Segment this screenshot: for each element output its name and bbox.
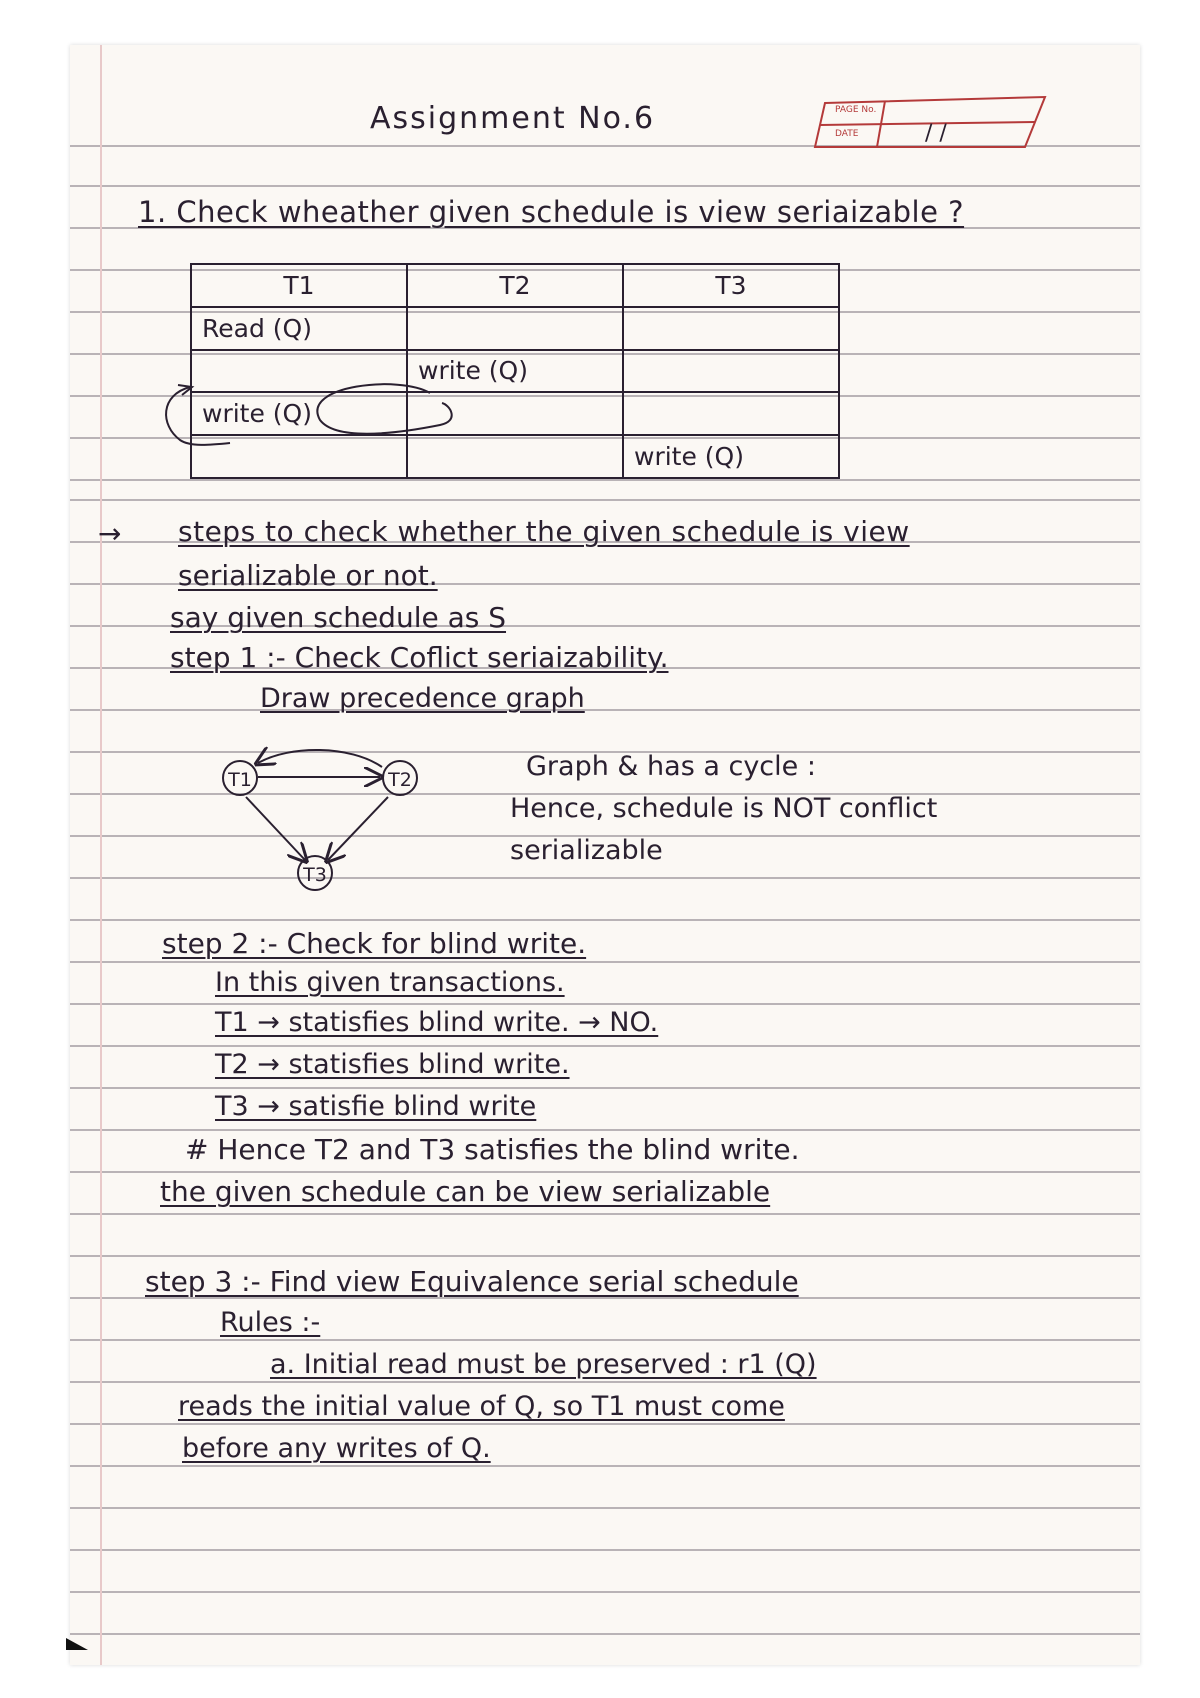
table-cell: write (Q) <box>191 392 407 435</box>
ruled-line <box>70 709 1140 711</box>
ruled-line <box>70 961 1140 963</box>
graph-node-label: T2 <box>388 769 412 791</box>
say-line: say given schedule as S <box>170 601 507 634</box>
answer-intro-line1: steps to check whether the given schedule is view <box>178 515 910 548</box>
page-number-label: PAGE No. <box>835 105 877 115</box>
table-annotation-arrows <box>150 345 570 485</box>
hence-line: # Hence T2 and T3 satisfies the blind write. <box>185 1133 800 1166</box>
conclusion-line: the given schedule can be view serializable <box>160 1175 771 1208</box>
ruled-line <box>70 1423 1140 1425</box>
ruled-line <box>70 1129 1140 1131</box>
t1-blind-write-line: T1 → statisfies blind write. → NO. <box>215 1007 659 1038</box>
ruled-line <box>70 499 1140 501</box>
graph-node-label: T3 <box>303 864 327 886</box>
graph-node-label: T1 <box>228 769 252 791</box>
step3-heading: step 3 :- Find view Equivalence serial schedule <box>145 1265 799 1298</box>
ruled-line <box>70 1255 1140 1257</box>
rules-heading: Rules :- <box>220 1307 321 1338</box>
table-cell <box>407 307 623 350</box>
t3-blind-write-line: T3 → satisfie blind write <box>215 1091 537 1122</box>
answer-arrow: → <box>98 517 122 550</box>
ruled-line <box>70 1633 1140 1635</box>
ruled-line <box>70 919 1140 921</box>
ruled-line <box>70 1339 1140 1341</box>
answer-intro-line2: serializable or not. <box>178 559 438 592</box>
ruled-line <box>70 1171 1140 1173</box>
ruled-line <box>70 1591 1140 1593</box>
t2-blind-write-line: T2 → statisfies blind write. <box>215 1049 570 1080</box>
column-header: T3 <box>623 264 839 307</box>
ruled-line <box>70 1213 1140 1215</box>
date-label: DATE <box>835 129 859 139</box>
in-given-line: In this given transactions. <box>215 967 565 998</box>
ruled-line <box>70 1045 1140 1047</box>
ruled-line <box>70 1465 1140 1467</box>
ruled-line <box>70 1003 1140 1005</box>
page-title: Assignment No.6 <box>370 101 656 136</box>
precedence-graph <box>210 745 470 895</box>
rule-a-line3: before any writes of Q. <box>182 1433 491 1464</box>
column-header: T2 <box>407 264 623 307</box>
graph-note-line2: Hence, schedule is NOT conflict <box>510 793 938 824</box>
ruled-line <box>70 1549 1140 1551</box>
ruled-line <box>70 1507 1140 1509</box>
rule-a-line2: reads the initial value of Q, so T1 must come <box>178 1391 785 1422</box>
draw-graph-line: Draw precedence graph <box>260 683 585 714</box>
table-header-row <box>191 264 839 307</box>
page-date-box <box>815 75 1045 147</box>
graph-note-line1: Graph & has a cycle : <box>526 751 816 782</box>
step2-heading: step 2 :- Check for blind write. <box>162 927 587 960</box>
ruled-line <box>70 1087 1140 1089</box>
table-cell <box>623 392 839 435</box>
table-cell: write (Q) <box>407 350 623 393</box>
graph-note-line3: serializable <box>510 835 663 866</box>
date-value: / / <box>925 121 947 146</box>
notebook-page <box>70 45 1140 1665</box>
table-row <box>191 307 839 350</box>
margin-line <box>100 45 102 1665</box>
ruled-line <box>70 185 1140 187</box>
ruled-line <box>70 1381 1140 1383</box>
step1-heading: step 1 :- Check Coflict seriaizability. <box>170 641 669 674</box>
table-cell <box>623 350 839 393</box>
rule-a-line1: a. Initial read must be preserved : r1 (Q) <box>270 1349 817 1380</box>
table-cell <box>623 307 839 350</box>
column-header: T1 <box>191 264 407 307</box>
table-cell: Read (Q) <box>191 307 407 350</box>
graph-edge-t2-t3 <box>328 797 388 860</box>
graph-edge-t1-t3 <box>246 797 305 860</box>
table-cell: write (Q) <box>623 435 839 478</box>
question-text: 1. Check wheather given schedule is view seriaizable ? <box>138 195 965 229</box>
graph-edge-t2-t1 <box>258 750 382 767</box>
